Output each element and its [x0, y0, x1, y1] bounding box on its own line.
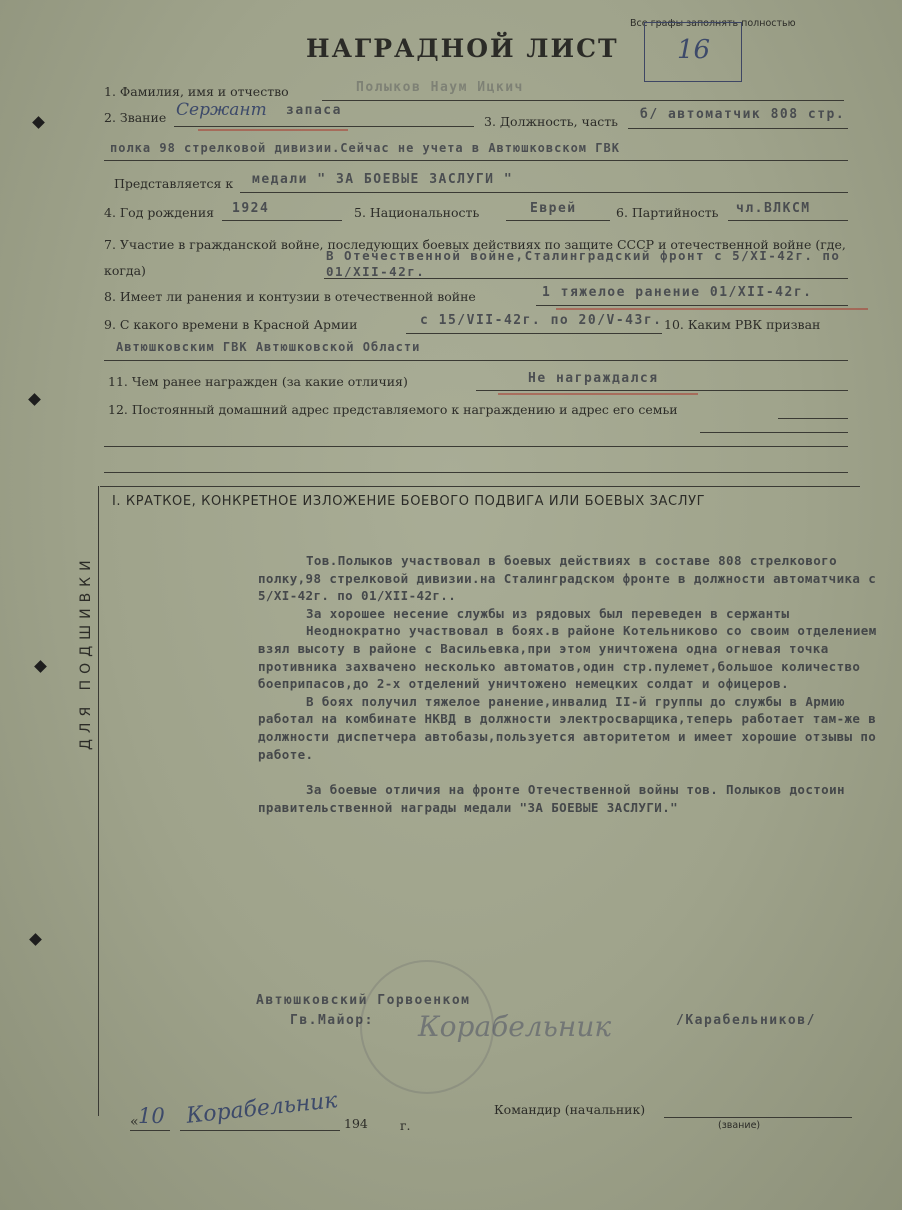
award-label: Представляется к — [114, 176, 234, 191]
date-month: Корабельник — [185, 1088, 339, 1129]
margin-line — [98, 486, 99, 1116]
narrative-paragraph: За хорошее несение службы из рядовых был переведен в сержанты — [306, 605, 790, 621]
rank-hint: (звание) — [718, 1120, 761, 1131]
narrative-paragraph: Тов.Полыков участвовал в боевых действиях в составе 808 стрелкового полку,98 стрелковой дивизии.на Сталинградском фронте в должности автоматчика с 5/XI-42г. по 01/XII-42г.. — [258, 553, 885, 604]
section-title: I. КРАТКОЕ, КОНКРЕТНОЕ ИЗЛОЖЕНИЕ БОЕВОГО ПОДВИГА ИЛИ БОЕВЫХ ЗАСЛУГ — [112, 494, 706, 509]
narrative-paragraph: Неоднократно участвовал в боях.в районе Котельниково со своим отделением взял высоту в районе с Васильевка,при этом уничтожена одна огневая точка противника захвачено несколько автоматов,один стр.пулемет,большое количество боеприпасов,до 2-х отделений уничтожено немецких солдат и офицеров. — [258, 623, 885, 692]
award-value: медали " ЗА БОЕВЫЕ ЗАСЛУГИ " — [252, 172, 514, 187]
field-1-value: Полыков Наум Ицкич — [356, 80, 524, 95]
punch-hole — [29, 933, 42, 946]
narrative-block — [258, 552, 885, 816]
year-suffix: г. — [400, 1118, 411, 1133]
field-7-label: 7. Участие в гражданской войне, последующих боевых действиях по защите СССР и отечественной войне (где, когда) — [104, 237, 846, 278]
narrative-paragraph: За боевые отличия на фронте Отечественной войны тов. Полыков достоин правительственной награды медали "ЗА БОЕВЫЕ ЗАСЛУГИ." — [258, 782, 853, 815]
field-5-value: Еврей — [530, 201, 577, 216]
field-5-label: 5. Национальность — [354, 205, 480, 220]
field-3-cont: полка 98 стрелковой дивизии.Сейчас не учета в Автюшковском ГВК — [110, 141, 620, 155]
field-11-value: Не награждался — [528, 371, 659, 386]
field-9-label: 9. С какого времени в Красной Армии — [104, 317, 358, 332]
stamp-box — [644, 22, 742, 82]
field-4-label: 4. Год рождения — [104, 205, 215, 220]
commander-label: Командир (начальник) — [494, 1102, 646, 1117]
field-10-label: 10. Каким РВК призван — [664, 317, 821, 332]
signer-rank: Гв.Майор: — [290, 1013, 374, 1028]
field-9-value: с 15/VII-42г. по 20/V-43г. — [420, 313, 663, 328]
narrative-paragraph: В боях получил тяжелое ранение,инвалид II-й группы до службы в Армию работал на комбинате НКВД в должности электросварщика,теперь работает там-же в должности диспетчера автобазы,пользуется авторитетом и имеет хорошие отзывы по работе. — [258, 693, 885, 762]
fill-all-note: Все графы заполнять полностью — [630, 18, 796, 29]
punch-hole — [28, 393, 41, 406]
field-3-value: б/ автоматчик 808 стр. — [640, 107, 846, 122]
punch-hole — [32, 116, 45, 129]
rank-typed: запаса — [286, 103, 342, 118]
field-2-label: 2. Звание — [104, 110, 167, 125]
page-title: НАГРАДНОЙ ЛИСТ — [306, 34, 619, 63]
signature-handwritten: Корабельник — [418, 1010, 612, 1043]
field-3-label: 3. Должность, часть — [484, 114, 618, 129]
date-day: 10 — [138, 1104, 165, 1128]
box-mark: 16 — [677, 35, 711, 65]
rank-handwritten: Сержант — [176, 100, 267, 120]
field-8-label: 8. Имеет ли ранения и контузии в отечественной войне — [104, 289, 476, 304]
field-1-label: 1. Фамилия, имя и отчество — [104, 84, 289, 99]
field-7-value: В Отечественной войне,Сталинградский фронт с 5/XI-42г. по 01/XII-42г. — [326, 248, 841, 279]
field-8-value: 1 тяжелое ранение 01/XII-42г. — [542, 285, 813, 300]
field-6-label: 6. Партийность — [616, 205, 719, 220]
field-10-value: Автюшковским ГВК Автюшковской Области — [116, 340, 421, 354]
year-prefix: 194 — [344, 1116, 368, 1131]
binding-side-label: ДЛЯ ПОДШИВКИ — [78, 554, 94, 750]
field-6-value: чл.ВЛКСМ — [736, 201, 811, 216]
field-11-label: 11. Чем ранее награжден (за какие отличия) — [108, 374, 408, 389]
field-4-value: 1924 — [232, 201, 270, 216]
award-sheet: Все графы заполнять полностью НАГРАДНОЙ ЛИСТ 16 1. Фамилия, имя и отчество Полыков Наум Ицкич 2. Звание Сержант запаса 3. Должность, часть б/ автоматчик 808 стр. полка 98 стрелковой дивизии.Сейчас не учета в Автюшковском ГВК Представляется к медали " ЗА БОЕВЫЕ ЗАСЛУГИ " 4. Год рождения 1924 5. Национальность Еврей 6. Партийность чл.ВЛКСМ 7. Участие в гражданской войне, последующих боевых действиях по защите СССР и отечественной войне (где, когда) В Отечественной войне,Сталинградский фронт с 5/XI-42г. по 01/XII-42г. 8. Имеет ли ранения и контузии в отечественной войне 1 тяжелое ранение 01/XII-42г. 9. С какого времени в Красной Армии с 15/VII-42г. по 20/V-43г. 10. Каким РВК призван Автюшковским ГВК Автюшковской Области 11. Чем ранее награжден (за какие отличия) Не награждался 12. Постоянный домашний адрес представляемого к награждению и адрес его семьи ДЛЯ ПОДШИВКИ I. КРАТКОЕ, КОНКРЕТНОЕ ИЗЛОЖЕНИЕ БОЕВОГО ПОДВИГА ИЛИ БОЕВЫХ ЗАСЛУГ Тов.Полыков участвовал в боевых действиях в составе 808 стрелкового полку,98 стрелковой дивизии.на Сталинградском фронте в должности автоматчика с 5/XI-42г. по 01/XII-42г.. За хорошее несение службы из рядовых был переведен в сержанты Неоднократно участвовал в боях.в районе Котельниково со своим отделением взял высоту в районе с Васильевка,при этом уничтожена одна огневая точка противника захвачено несколько автоматов,один стр.пулемет,большое количество боеприпасов,до 2-х отделений уничтожено немецких солдат и офицеров. В боях получил тяжелое ранение,инвалид II-й группы до службы в Армию работал на комбинате НКВД в должности электросварщика,теперь работает там-же в должности диспетчера автобазы,пользуется авторитетом и имеет хорошие отзывы по работе. За боевые отличия на фронте Отечественной войны тов. Полыков достоин правительственной награды медали "ЗА БОЕВЫЕ ЗАСЛУГИ." Автюшковский Горвоенком Гв.Майор: Корабельник /Карабельников/ « 10 Корабельник 194 г. Командир (начальник) (звание) — [0, 0, 902, 1210]
field-12-label: 12. Постоянный домашний адрес представляемого к награждению и адрес его семьи — [108, 402, 678, 417]
signer-name: /Карабельников/ — [676, 1013, 816, 1028]
punch-hole — [34, 660, 47, 673]
signer-office: Автюшковский Горвоенком — [256, 993, 471, 1008]
